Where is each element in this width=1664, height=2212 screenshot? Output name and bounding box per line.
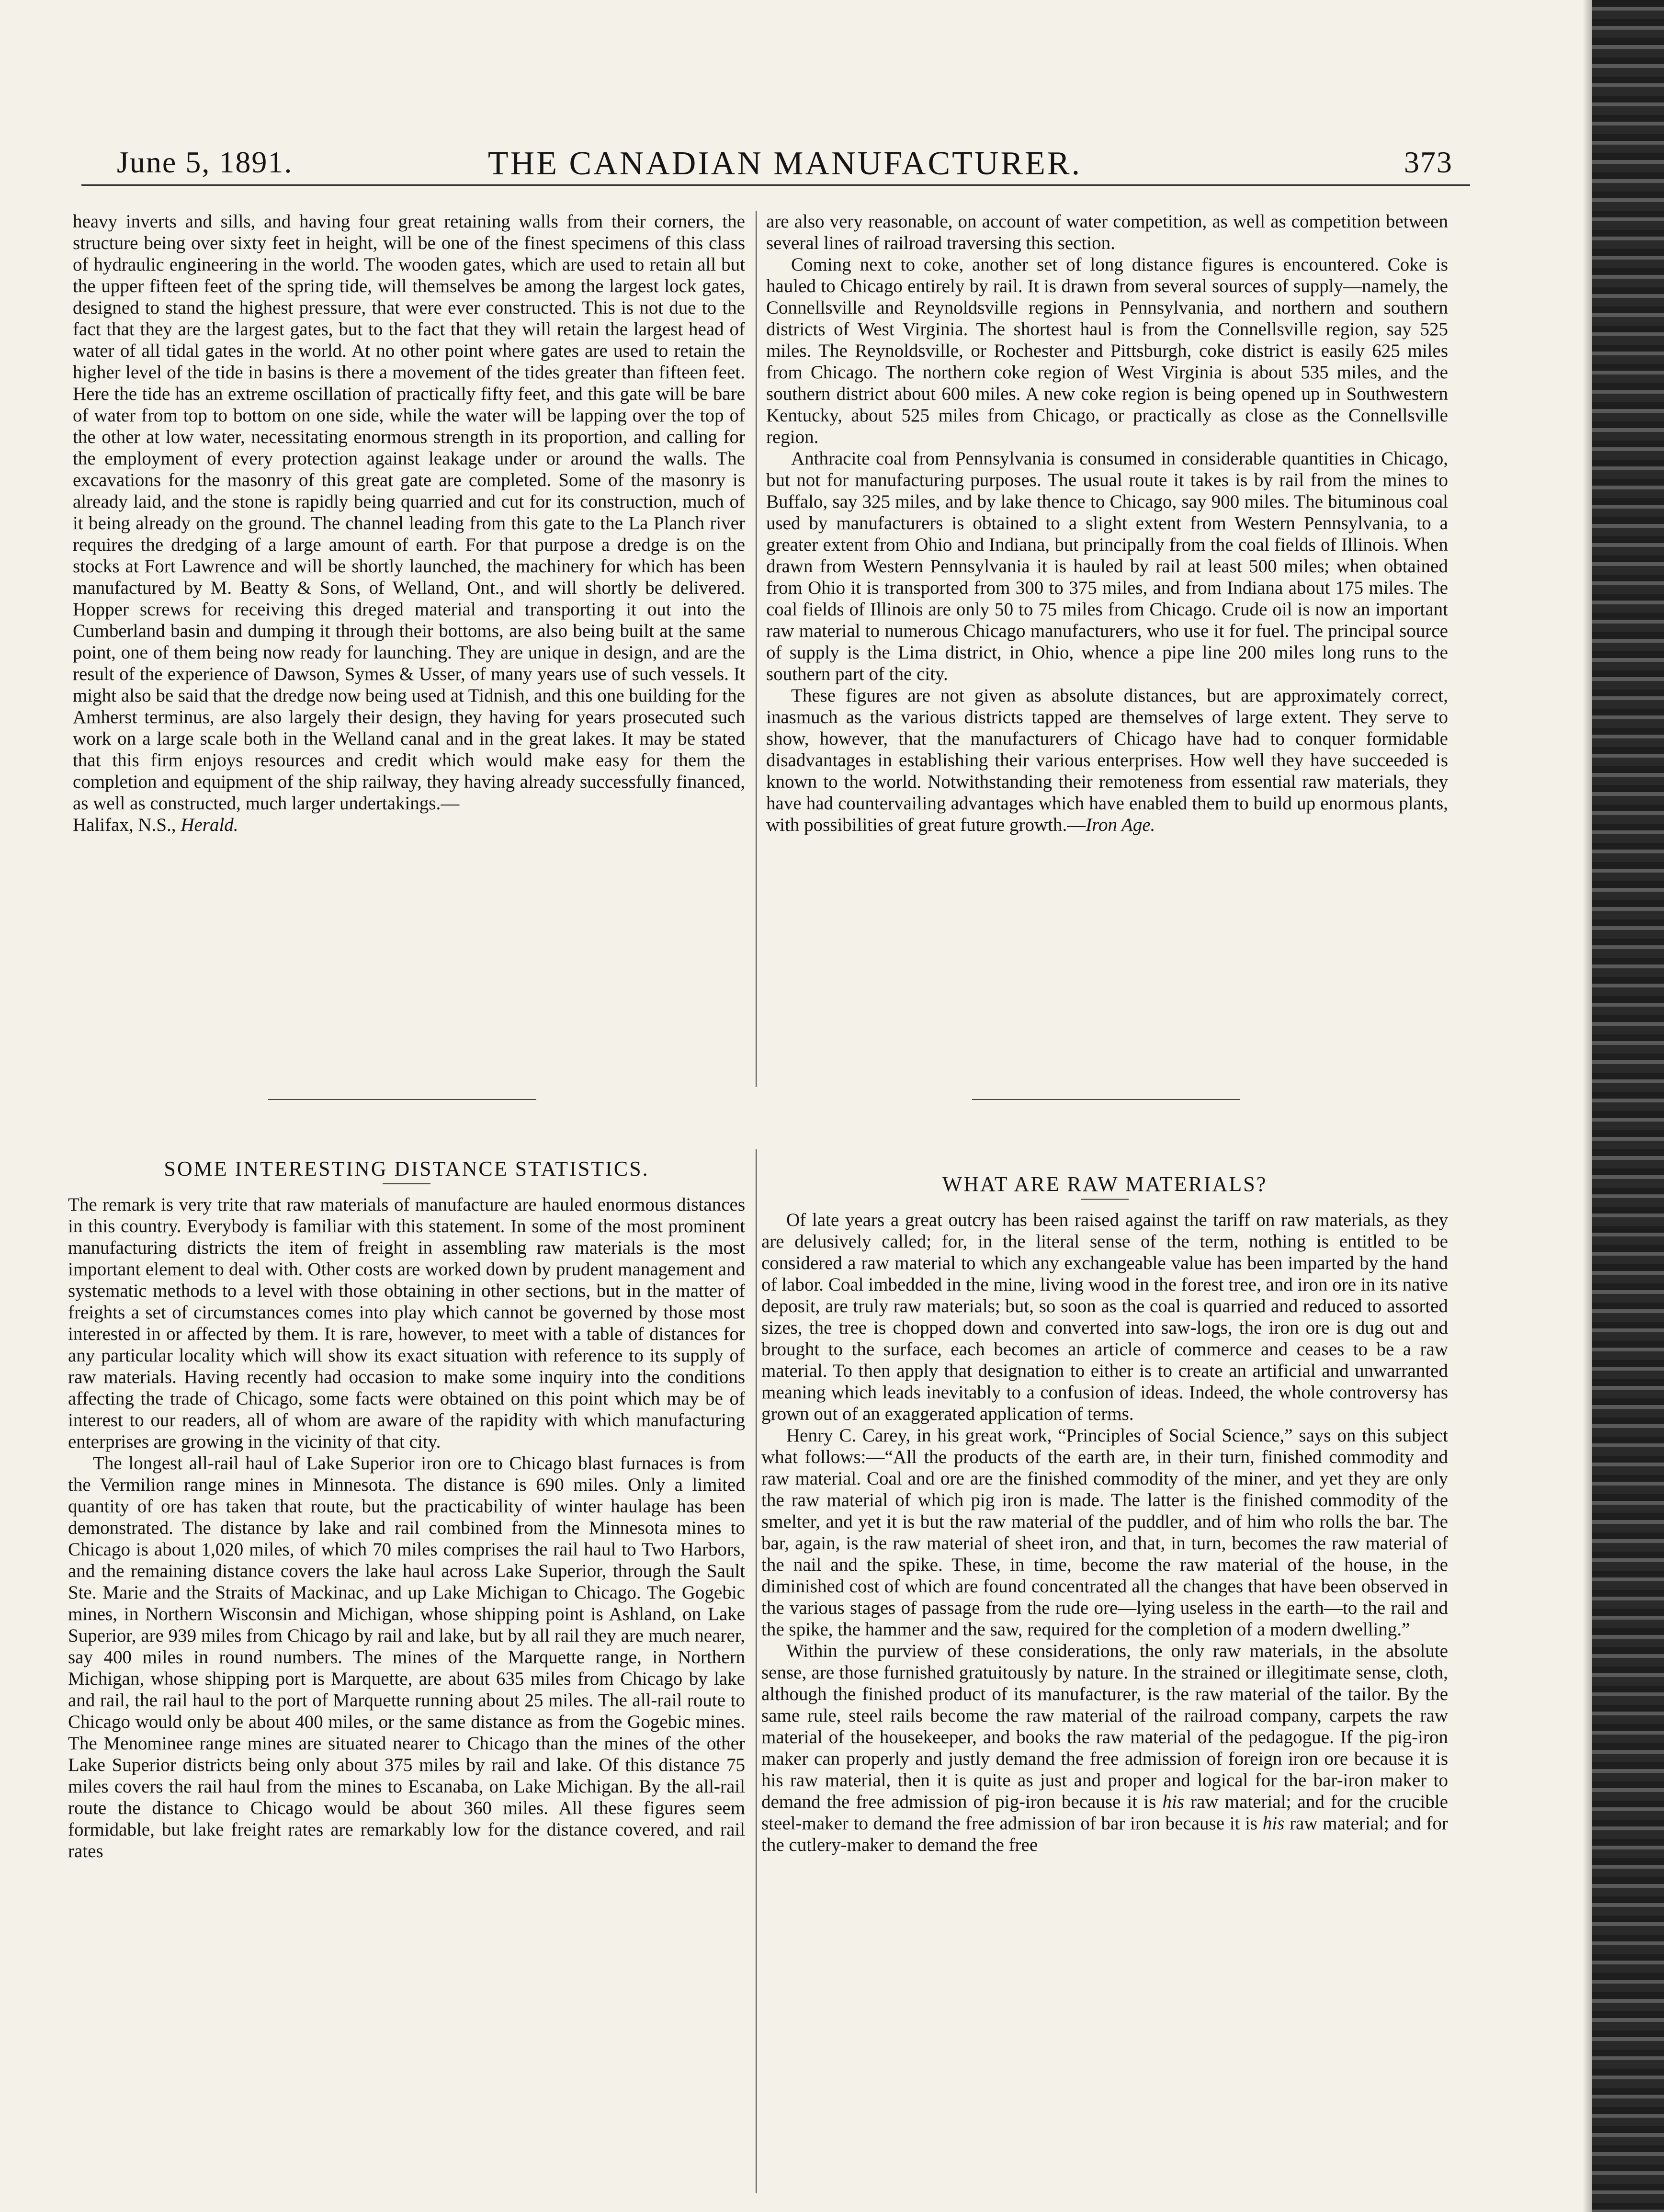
scan-shadow [1583, 0, 1592, 2212]
raw-emphasis-1: his [1162, 1792, 1184, 1812]
column-divider-bottom [756, 1149, 757, 2193]
dock-source [73, 814, 745, 836]
coal-paragraph: Coming next to coke, another set of long distance figures is encountered. Coke is hauled to Chicago entirely by rail. It is drawn from several sources of supply—namely, the Connellsville and Reynoldsville regions in Pennsylvania, and northern and southern districts of West Virginia. The shortest haul is from the Connellsville region, say 525 miles. The Reynoldsville, or Rochester and Pittsburgh, coke district is easily 625 miles from Chicago. The northern coke region of West Virginia is about 535 miles, and the southern district about 600 miles. A new coke region is being opened up in Southwestern Kentucky, about 525 miles from Chicago, or practically as close as the Connellsville region. [766, 254, 1448, 447]
raw-text-b: raw material; and for the crucible steel-maker to demand the free admission of bar iron because it is [761, 1792, 1448, 1834]
column-bottom-right [761, 1149, 1448, 2193]
column-top-left [73, 211, 745, 1087]
coal-paragraph: Anthracite coal from Pennsylvania is consumed in considerable quantities in Chicago, but not for manufacturing purposes. The usual route it takes is by rail from the mines to Buffalo, say 325 miles, and by lake thence to Chicago, say 900 miles. The bituminous coal used by manufacturers is obtained to a slight extent from Western Pennsylvania, to a greater extent from Ohio and Indiana, but principally from the coal fields of Illinois. When drawn from Western Pennsylvania it is hauled by rail at least 500 miles; when obtained from Ohio it is transported from 300 to 375 miles, and from Indiana about 175 miles. The coal fields of Illinois are only 50 to 75 miles from Chicago. Crude oil is now an important raw material to numerous Chicago manufacturers, who use it for fuel. The principal source of supply is the Lima district, in Ohio, whence a pipe line 200 miles long runs to the southern part of the city. [766, 448, 1448, 684]
issue-date: June 5, 1891. [117, 145, 293, 179]
distance-heading: SOME INTERESTING DISTANCE STATISTICS. [164, 1157, 649, 1180]
coal-paragraph: are also very reasonable, on account of water competition, as well as competition between several lines of railroad traversing this section. [766, 211, 1448, 253]
dock-source-place: Halifax, N.S., [73, 815, 176, 835]
section-rule-left [268, 1099, 536, 1100]
page-number: 373 [1404, 145, 1453, 179]
coal-paragraph-final [766, 685, 1448, 836]
raw-paragraph: Of late years a great outcry has been raised against the tariff on raw materials, as they are delusively called; for, in the literal sense of the term, nothing is entitled to be considered a raw material to which any exchangeable value has been imparted by the hand of labor. Coal imbedded in the mine, living wood in the forest tree, and iron ore in its native deposit, are truly raw materials; but, so soon as the coal is quarried and reduced to assorted sizes, the tree is chopped down and converted into saw-logs, the iron ore is dug out and brought to the surface, each becomes an article of commerce and ceases to be a raw material. To then apply that designation to either is to create an artificial and unwarranted meaning which leads inevitably to a confusion of ideas. Indeed, the whole controversy has grown out of an exaggerated application of terms. [761, 1210, 1448, 1424]
dock-paragraph: heavy inverts and sills, and having four great retaining walls from their corners, the structure being over sixty feet in height, will be one of the finest specimens of this class of hydraulic engineering in the world. The wooden gates, which are used to retain all but the upper fifteen feet of the spring tide, will themselves be among the largest lock gates, designed to stand the highest pressure, that were ever constructed. This is not due to the fact that they are the largest gates, but to the fact that they will retain the largest head of water of all tidal gates in the world. At no other point where gates are used to retain the higher level of the tide in basins is there a movement of the tides greater than fifteen feet. Here the tide has an extreme oscillation of practically fifty feet, and this gate will be bare of water from top to bottom on one side, while the water will be lapping over the top of the other at low water, necessitating enormous strength in its proportion, and calling for the employment of every protection against leakage under or around the walls. The excavations for the masonry of this great gate are completed. Some of the masonry is already laid, and the stone is rapidly being quarried and cut for its construction, much of it being already on the ground. The channel leading from this gate to the La Planch river requires the dredging of a large amount of earth. For that purpose a dredge is on the stocks at Fort Lawrence and will be shortly launched, the machinery for which has been manufactured by M. Beatty & Sons, of Welland, Ont., and will shortly be delivered. Hopper screws for receiving this dreged material and transporting it out into the Cumberland basin and dumping it through their bottoms, are also being built at the same point, one of them being now ready for launching. They are unique in design, and are the result of the experience of Dawson, Symes & Usser, of many years use of such vessels. It might also be said that the dredge now being used at Tidnish, and this one building for the Amherst terminus, are also largely their design, they having for years prosecuted such work on a large scale both in the Welland canal and in the great lakes. It may be stated that this firm enjoys resources and credit which would make easy for them the completion and equipment of the ship railway, they having already successfully financed, as well as constructed, much larger undertakings.— [73, 211, 745, 814]
raw-text-a: Within the purview of these considerations, the only raw materials, in the absolute sense, are those furnished gratuitously by nature. In the strained or illegitimate sense, cloth, although the finished product of its manufacturer, is the raw material of the tailor. By the same rule, steel rails become the raw material of the railroad company, carpets the raw material of the housekeeper, and books the raw material of the pedagogue. If the pig-iron maker can properly and justly demand the free admission of foreign iron ore because it is his raw material, then it is quite as just and proper and logical for the bar-iron maker to demand the free admission of pig-iron because it is [761, 1641, 1448, 1812]
scan-binding-edge [1592, 0, 1664, 2212]
raw-paragraph-final [761, 1640, 1448, 1856]
section-rule-right [972, 1099, 1240, 1100]
raw-emphasis-2: his [1262, 1813, 1285, 1834]
distance-heading-rule [383, 1183, 430, 1184]
raw-paragraph: Henry C. Carey, in his great work, “Principles of Social Science,” says on this subject what follows:—“All the products of the earth are, in their turn, finished commodity and raw material. Coal and ore are the finished commodity of the miner, and yet they are only the raw material of which pig iron is made. The latter is the finished commodity of the smelter, and yet it is but the raw material of the puddler, and of him who rolls the bar. The bar, again, is the raw material of sheet iron, and that, in turn, becomes the raw material of the nail and the spike. These, in time, become the raw material of the house, in the diminished cost of which are found concentrated all the changes that have been observed in the various stages of passage from the rude ore—lying useless in the earth—to the rail and the spike, the hammer and the saw, required for the completion of a modern dwelling.” [761, 1425, 1448, 1640]
publication-title: THE CANADIAN MANUFACTURER. [487, 145, 1082, 182]
dock-source-name: Herald. [181, 815, 238, 835]
running-head [117, 135, 1453, 193]
column-divider-top [756, 211, 757, 1087]
raw-materials-heading-rule [1081, 1199, 1129, 1200]
column-bottom-left [68, 1149, 745, 2193]
distance-paragraph: The longest all-rail haul of Lake Superior iron ore to Chicago blast furnaces is from the Vermilion range mines in Minnesota. The distance is 690 miles. Only a limited quantity of ore has taken that route, but the practicability of winter haulage has been demonstrated. The distance by lake and rail combined from the Minnesota mines to Chicago is about 1,020 miles, of which 70 miles comprises the rail haul to Two Harbors, and the remaining distance covers the lake haul across Lake Superior, through the Sault Ste. Marie and the Straits of Mackinac, and up Lake Michigan to Chicago. The Gogebic mines, in Northern Wisconsin and Michigan, whose shipping point is Ashland, on Lake Superior, are 939 miles from Chicago by rail and lake, but by all rail they are much nearer, say 400 miles in round numbers. The mines of the Marquette range, in Northern Michigan, whose shipping port is Marquette, are about 635 miles from Chicago by lake and rail, the rail haul to the port of Marquette running about 25 miles. The all-rail route to Chicago would only be about 400 miles, or the same distance as from the Gogebic mines. The Menominee range mines are situated nearer to Chicago than the mines of the other Lake Superior districts being only about 375 miles by rail and lake. Of this distance 75 miles covers the rail haul from the mines to Escanaba, on Lake Michigan. By the all-rail route the distance to Chicago would be about 360 miles. All these figures seem formidable, but lake freight rates are remarkably low for the distance covered, and rail rates [68, 1453, 745, 1861]
raw-materials-heading: WHAT ARE RAW MATERIALS? [942, 1172, 1268, 1196]
coal-source-name: Iron Age. [1086, 815, 1155, 835]
header-rule [81, 184, 1470, 186]
coal-paragraph-text: These figures are not given as absolute distances, but are approximately correct, inasmuch as the various districts tapped are themselves of large extent. They serve to show, however, that the manufacturers of Chicago have had to conquer formidable disadvantages in establishing their various enterprises. How well they have succeeded is known to the world. Notwithstanding their remoteness from essential raw materials, they have had countervailing advantages which have enabled them to build up enormous plants, with possibilities of great future growth.— [766, 685, 1448, 835]
raw-text-c: raw material; and for the cutlery-maker to demand the free [761, 1813, 1449, 1855]
distance-paragraph: The remark is very trite that raw materials of manufacture are hauled enormous distances in this country. Everybody is familiar with this statement. In some of the most prominent manufacturing districts the item of freight in assembling raw materials is the most important element to deal with. Other costs are worked down by prudent management and systematic methods to a level with those obtaining in other sections, but in the matter of freights a set of circumstances comes into play which cannot be governed by those most interested in or affected by them. It is rare, however, to meet with a table of distances for any particular locality which will show its exact situation with reference to its supply of raw materials. Having recently had occasion to make some inquiry into the conditions affecting the trade of Chicago, some facts were obtained on this point which may be of interest to our readers, all of whom are aware of the rapidity with which manufacturing enterprises are growing in the vicinity of that city. [68, 1194, 745, 1452]
column-top-right [766, 211, 1448, 1087]
